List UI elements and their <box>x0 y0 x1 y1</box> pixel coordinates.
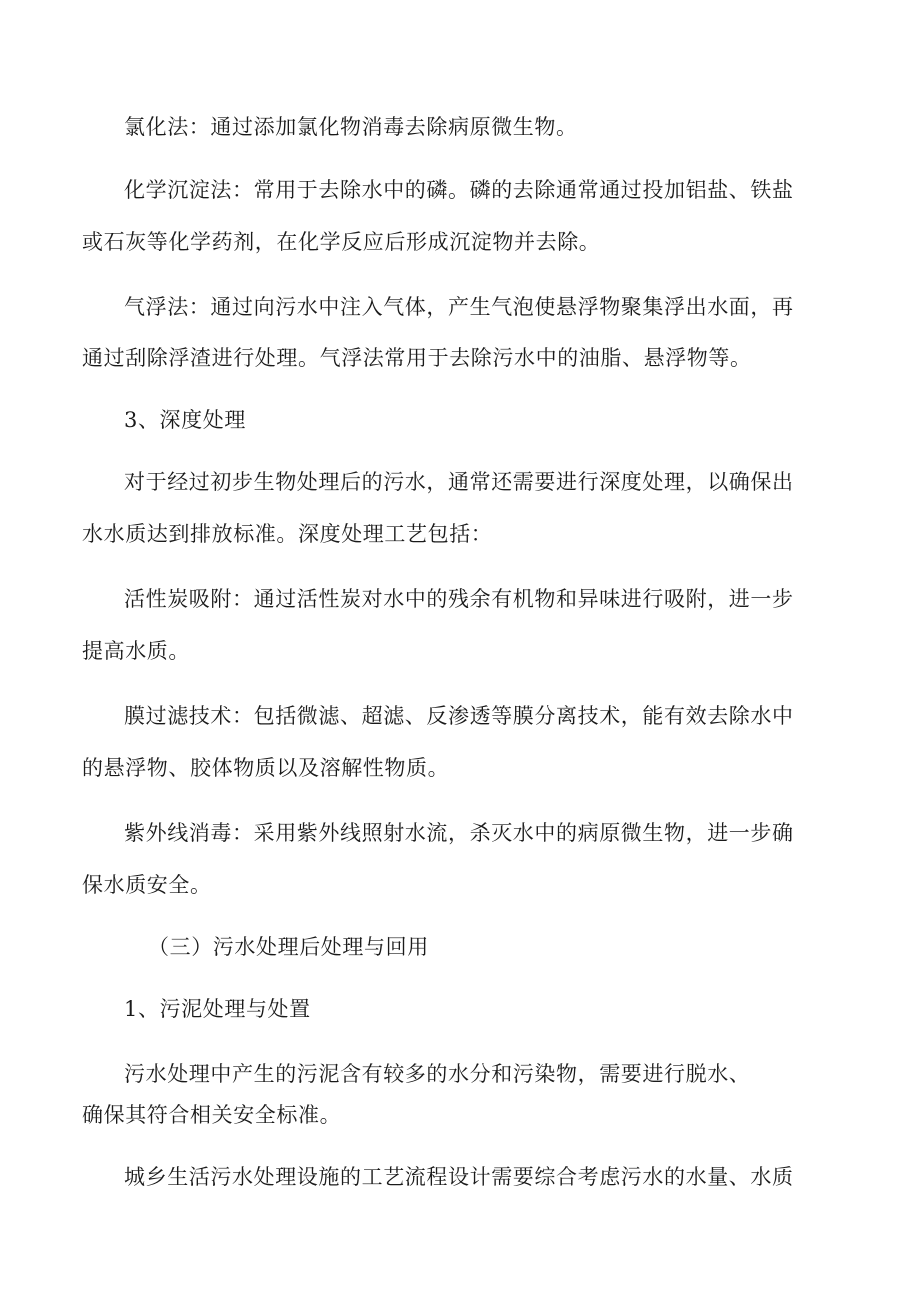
paragraph-sludge-line-2: 确保其符合相关安全标准。 <box>82 1103 342 1127</box>
paragraph-chemical-precipitation-line-2: 或石灰等化学药剂，在化学反应后形成沉淀物并去除。 <box>82 230 601 254</box>
paragraph-process-design-line-1: 城乡生活污水处理设施的工艺流程设计需要综合考虑污水的水量、水质 <box>124 1165 794 1189</box>
paragraph-membrane-filtration-line-1: 膜过滤技术：包括微滤、超滤、反渗透等膜分离技术，能有效去除水中 <box>124 704 794 728</box>
paragraph-air-flotation-line-1: 气浮法：通过向污水中注入气体，产生气泡使悬浮物聚集浮出水面，再 <box>124 295 794 319</box>
paragraph-advanced-intro-line-1: 对于经过初步生物处理后的污水，通常还需要进行深度处理，以确保出 <box>124 470 794 494</box>
paragraph-sludge-line-1: 污水处理中产生的污泥含有较多的水分和污染物，需要进行脱水、 <box>124 1062 751 1086</box>
paragraph-uv-disinfection-line-2: 保水质安全。 <box>82 873 212 897</box>
section-heading-post-treatment: （三）污水处理后处理与回用 <box>148 935 429 959</box>
paragraph-activated-carbon-line-2: 提高水质。 <box>82 639 190 663</box>
paragraph-membrane-filtration-line-2: 的悬浮物、胶体物质以及溶解性物质。 <box>82 756 450 780</box>
heading-advanced-treatment: 3、深度处理 <box>124 408 246 432</box>
paragraph-air-flotation-line-2: 通过刮除浮渣进行处理。气浮法常用于去除污水中的油脂、悬浮物等。 <box>82 346 752 370</box>
paragraph-activated-carbon-line-1: 活性炭吸附：通过活性炭对水中的残余有机物和异味进行吸附，进一步 <box>124 587 794 611</box>
heading-sludge-treatment: 1、污泥处理与处置 <box>124 997 311 1021</box>
paragraph-chlorination-line-1: 氯化法：通过添加氯化物消毒去除病原微生物。 <box>124 115 578 139</box>
paragraph-advanced-intro-line-2: 水水质达到排放标准。深度处理工艺包括： <box>82 522 493 546</box>
paragraph-uv-disinfection-line-1: 紫外线消毒：采用紫外线照射水流，杀灭水中的病原微生物，进一步确 <box>124 821 794 845</box>
paragraph-chemical-precipitation-line-1: 化学沉淀法：常用于去除水中的磷。磷的去除通常通过投加铝盐、铁盐 <box>124 178 794 202</box>
